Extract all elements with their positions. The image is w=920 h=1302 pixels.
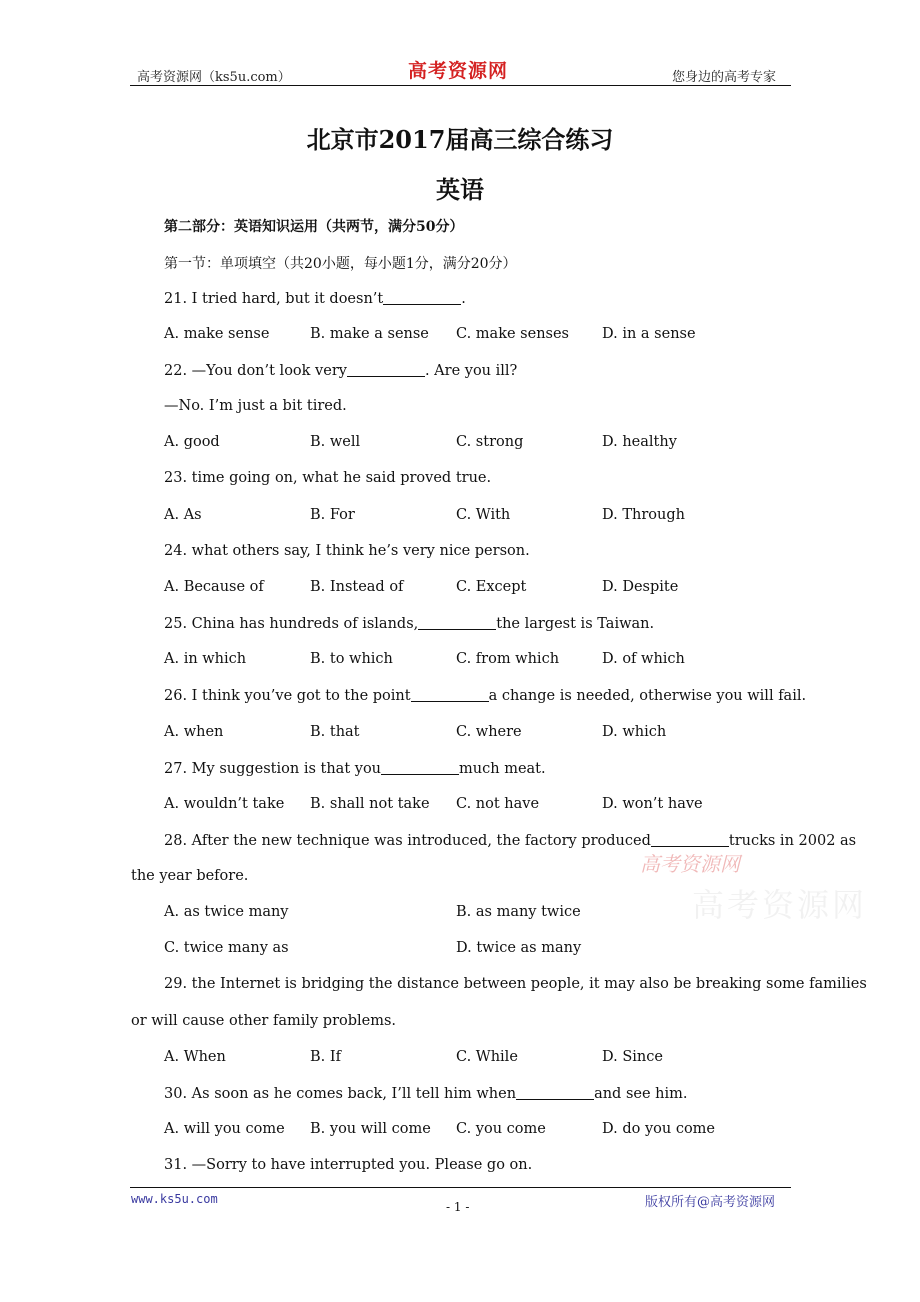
option-d: D. of which [602, 651, 685, 667]
question-text-after: the largest is Taiwan. [496, 616, 655, 632]
question-text: 27. My suggestion is that you [164, 761, 382, 777]
option-b: B. For [310, 507, 355, 523]
section-heading: 第一节：单项填空（共20小题，每小题1分，满分20分） [164, 256, 517, 272]
option-b: B. shall not take [310, 796, 430, 812]
option-c: C. strong [456, 434, 524, 450]
option-d: D. won’t have [602, 796, 703, 812]
question-24: 24. what others say, I think he’s very nice person. [164, 543, 530, 559]
option-d: D. Despite [602, 579, 679, 595]
question-text: 28. After the new technique was introduced, the factory produced [164, 833, 651, 849]
question-31: 31. —Sorry to have interrupted you. Please go on. [164, 1157, 533, 1173]
option-b: B. well [310, 434, 361, 450]
watermark-small: 高考资源网 [640, 852, 740, 876]
footer-copyright: 版权所有@高考资源网 [645, 1195, 776, 1210]
option-b: B. If [310, 1049, 341, 1065]
answer-blank [651, 832, 729, 847]
question-text-after: much meat. [459, 761, 546, 777]
page-subtitle: 英语 [436, 175, 484, 204]
answer-blank [418, 615, 496, 630]
option-b: B. make a sense [310, 326, 429, 342]
question-text: 30. As soon as he comes back, I’ll tell him when [164, 1086, 517, 1102]
question-text: 21. I tried hard, but it doesn’t [164, 291, 384, 307]
question-29-continuation: or will cause other family problems. [131, 1013, 397, 1029]
answer-blank [383, 290, 461, 305]
question-text: 26. I think you’ve got to the point [164, 688, 411, 704]
question-28 [164, 832, 857, 849]
option-a: A. will you come [164, 1121, 285, 1137]
option-a: A. in which [164, 651, 247, 667]
answer-blank [381, 760, 459, 775]
page-title: 北京市2017届高三综合练习 [306, 125, 614, 154]
question-22-reply: —No. I’m just a bit tired. [164, 398, 347, 414]
option-d: D. do you come [602, 1121, 715, 1137]
option-a: A. When [164, 1049, 226, 1065]
question-21 [164, 290, 466, 307]
question-25 [164, 615, 654, 632]
option-b: B. that [310, 724, 360, 740]
option-c: C. Except [456, 579, 527, 595]
question-29: 29. the Internet is bridging the distance between people, it may also be breaking some families [164, 976, 867, 992]
option-c: C. With [456, 507, 511, 523]
answer-blank [347, 362, 425, 377]
header-logo: 高考资源网 [408, 60, 509, 82]
option-d: D. healthy [602, 434, 677, 450]
option-d: D. which [602, 724, 667, 740]
answer-blank [516, 1085, 594, 1100]
question-22 [164, 362, 517, 379]
page-number: - 1 - [446, 1200, 470, 1214]
header-rule [130, 85, 791, 86]
option-c: C. from which [456, 651, 560, 667]
question-23: 23. time going on, what he said proved true. [164, 470, 492, 486]
option-a: A. when [164, 724, 224, 740]
question-text: 25. China has hundreds of islands, [164, 616, 419, 632]
option-c: C. not have [456, 796, 540, 812]
option-b: B. to which [310, 651, 393, 667]
question-text-after: . [461, 291, 466, 307]
option-a: A. wouldn’t take [164, 796, 285, 812]
option-d: D. in a sense [602, 326, 696, 342]
option-a: A. good [164, 434, 220, 450]
question-26 [164, 687, 806, 704]
option-a: A. as twice many [164, 904, 289, 920]
question-text-after: a change is needed, otherwise you will fail. [488, 688, 807, 704]
option-b: B. you will come [310, 1121, 431, 1137]
option-a: A. As [164, 507, 202, 523]
part-heading: 第二部分：英语知识运用（共两节，满分50分） [164, 219, 464, 235]
option-b: B. Instead of [310, 579, 404, 595]
option-d: D. Since [602, 1049, 663, 1065]
option-c: C. where [456, 724, 522, 740]
option-a: A. Because of [164, 579, 264, 595]
footer-rule [130, 1187, 791, 1188]
question-text-after: . Are you ill? [424, 363, 518, 379]
option-c: C. you come [456, 1121, 546, 1137]
option-c: C. While [456, 1049, 518, 1065]
question-text-after: and see him. [594, 1086, 688, 1102]
option-c: C. make senses [456, 326, 569, 342]
question-text: 22. —You don’t look very [164, 363, 347, 379]
header-right-text: 您身边的高考专家 [672, 70, 777, 85]
option-d: D. twice as many [456, 940, 582, 956]
footer-link[interactable]: www.ks5u.com [131, 1192, 218, 1206]
option-a: A. make sense [164, 326, 270, 342]
option-c: C. twice many as [164, 940, 289, 956]
question-27 [164, 760, 546, 777]
question-30 [164, 1085, 688, 1102]
question-text-after: trucks in 2002 as [728, 833, 857, 849]
option-b: B. as many twice [456, 904, 581, 920]
option-d: D. Through [602, 507, 685, 523]
answer-blank [411, 687, 489, 702]
header-left-text: 高考资源网（ks5u.com） [137, 70, 291, 85]
watermark-large: 高考资源网 [692, 886, 868, 924]
question-28-continuation: the year before. [131, 868, 249, 884]
